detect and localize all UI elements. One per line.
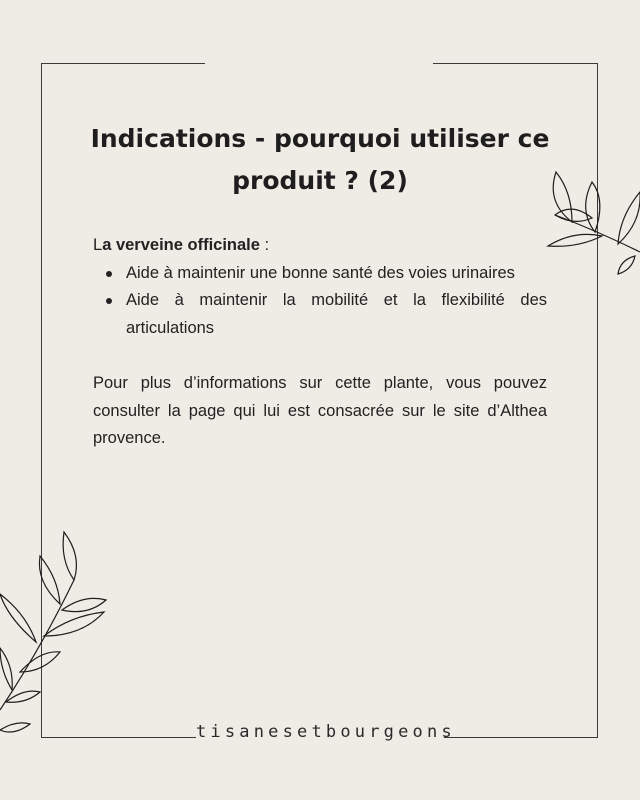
indications-list [93,260,547,343]
plant-heading [93,232,547,260]
plant-heading-prefix: L [93,236,103,254]
bullet-dot-icon [106,271,112,277]
list-item-text: Aide à maintenir une bonne santé des voies urinaires [126,263,515,282]
title-line-2: produit ? (2) [232,166,408,195]
plant-name: a verveine officinale [102,236,260,254]
brand-handle: tisanesetbourgeons [196,722,456,742]
leaf-branch-icon [0,520,120,760]
page-title [70,118,570,202]
title-line-1: Indications - pourquoi utiliser ce [90,124,550,153]
list-item [126,260,547,288]
leaf-branch-icon [540,160,640,280]
content-block [93,232,547,453]
frame-gap-top [205,58,433,68]
info-paragraph: Pour plus d’informations sur cette plante, vous pouvez consulter la page qui lui est consacrée sur le site d’Althea provence. [93,374,547,447]
bullet-dot-icon [106,298,112,304]
list-item-text: Aide à maintenir la mobilité et la flexibilité des articulations [126,291,547,337]
plant-heading-suffix: : [259,236,270,254]
list-item [126,287,547,342]
